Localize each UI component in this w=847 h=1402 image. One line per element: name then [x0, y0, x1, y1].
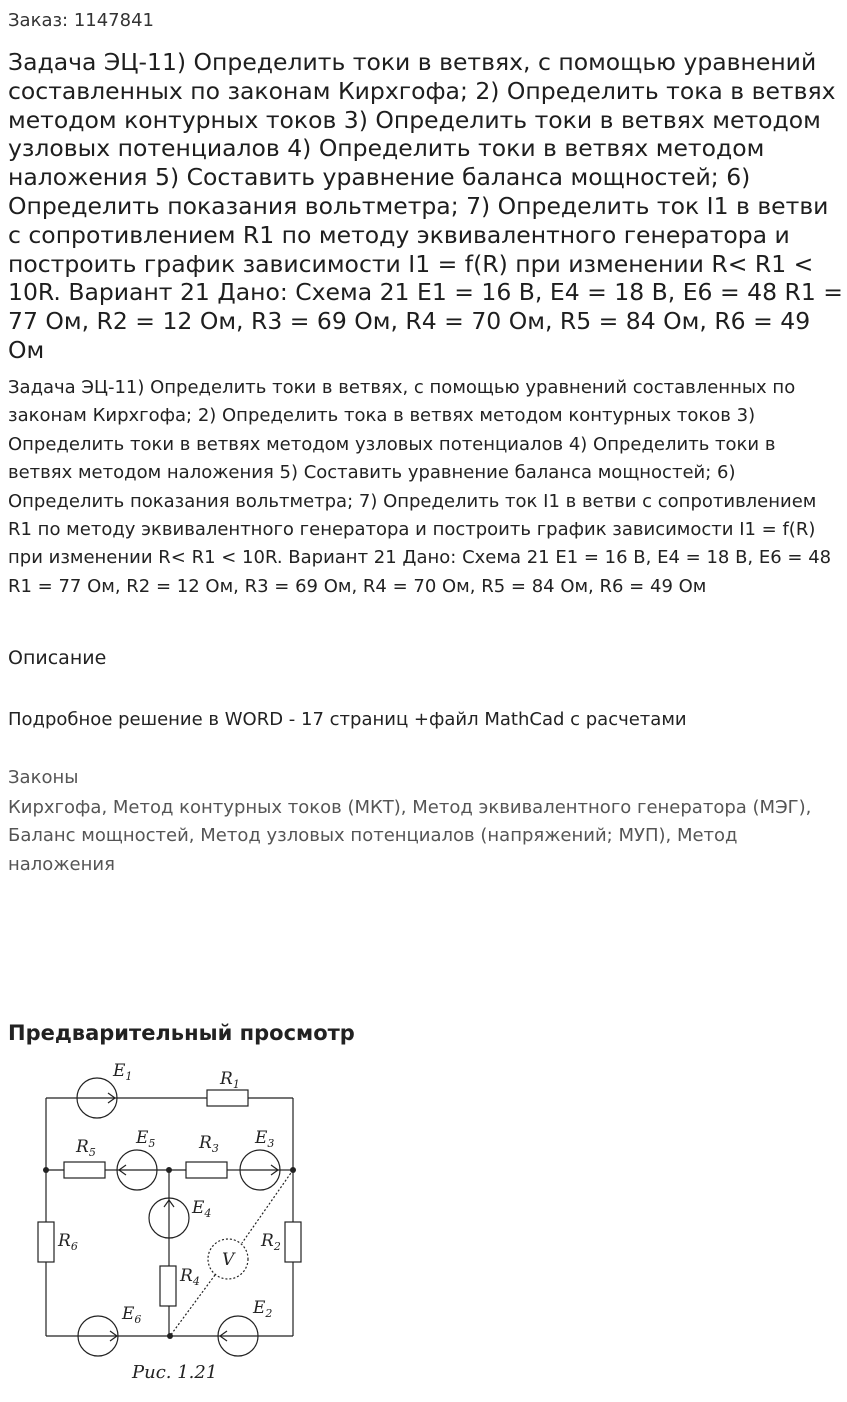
- node-left: [43, 1167, 49, 1173]
- description-text: Подробное решение в WORD - 17 страниц +файл MathCad с расчетами: [8, 709, 687, 730]
- figure-caption: Рис. 1.21: [132, 1362, 218, 1383]
- label-r3: $R_3$: [199, 1133, 219, 1155]
- preview-heading: Предварительный просмотр: [8, 1021, 355, 1045]
- label-e1: $E_1$: [113, 1061, 133, 1083]
- circuit-diagram: [0, 1052, 340, 1392]
- label-e3: $E_3$: [255, 1128, 275, 1150]
- resistor-r5: [64, 1162, 105, 1178]
- task-title: Задача ЭЦ-11) Определить токи в ветвях, с помощью уравнений составленных по законам Кирхгофа; 2) Определить тока в ветвях методом контурных токов 3) Определить токи в ветвях методом узловых потенциалов 4) Определить токи в ветвях методом наложения 5) Составить уравнение баланса мощностей; 6) Определить показания вольтметра; 7) Определить ток I1 в ветви с сопротивлением R1 по методу эквивалентного генератора и построить график зависимости I1 = f(R) при изменении R< R1 < 10R. Вариант 21 Дано: Схема 21 E1 = 16 В, E4 = 18 В, E6 = 48 R1 = 77 Ом, R2 = 12 Ом, R3 = 69 Ом, R4 = 70 Ом, R5 = 84 Ом, R6 = 49 Ом: [8, 48, 843, 364]
- resistor-r2: [285, 1222, 301, 1262]
- laws-text: Кирхгофа, Метод контурных токов (МКТ), Метод эквивалентного генератора (МЭГ), Баланс мощностей, Метод узловых потенциалов (напряжений; МУП), Метод наложения: [8, 797, 812, 875]
- label-r1: $R_1$: [220, 1069, 240, 1091]
- laws-label: Законы: [8, 767, 79, 788]
- label-e4: $E_4$: [192, 1198, 212, 1220]
- node-bottom: [167, 1333, 173, 1339]
- label-r5: $R_5$: [76, 1137, 96, 1159]
- label-voltmeter: V: [222, 1250, 235, 1270]
- task-body: Задача ЭЦ-11) Определить токи в ветвях, с помощью уравнений составленных по законам Кирхгофа; 2) Определить тока в ветвях методом контурных токов 3) Определить токи в ветвях методом узловых потенциалов 4) Определить токи в ветвях методом наложения 5) Составить уравнение баланса мощностей; 6) Определить показания вольтметра; 7) Определить ток I1 в ветви с сопротивлением R1 по методу эквивалентного генератора и построить график зависимости I1 = f(R) при изменении R< R1 < 10R. Вариант 21 Дано: Схема 21 E1 = 16 В, E4 = 18 В, E6 = 48 R1 = 77 Ом, R2 = 12 Ом, R3 = 69 Ом, R4 = 70 Ом, R5 = 84 Ом, R6 = 49 Ом: [8, 377, 832, 597]
- label-e2: $E_2$: [253, 1298, 273, 1320]
- order-number: Заказ: 1147841: [8, 10, 154, 31]
- label-r2: $R_2$: [261, 1231, 281, 1253]
- resistor-r3: [186, 1162, 227, 1178]
- resistor-r1: [207, 1090, 248, 1106]
- label-e6: $E_6$: [122, 1304, 142, 1326]
- node-right: [290, 1167, 296, 1173]
- label-r4: $R_4$: [180, 1266, 200, 1288]
- node-center: [166, 1167, 172, 1173]
- resistor-r4: [160, 1266, 176, 1306]
- resistor-r6: [38, 1222, 54, 1262]
- label-r6: $R_6$: [58, 1231, 78, 1253]
- label-e5: $E_5$: [136, 1128, 156, 1150]
- description-heading: Описание: [8, 647, 107, 669]
